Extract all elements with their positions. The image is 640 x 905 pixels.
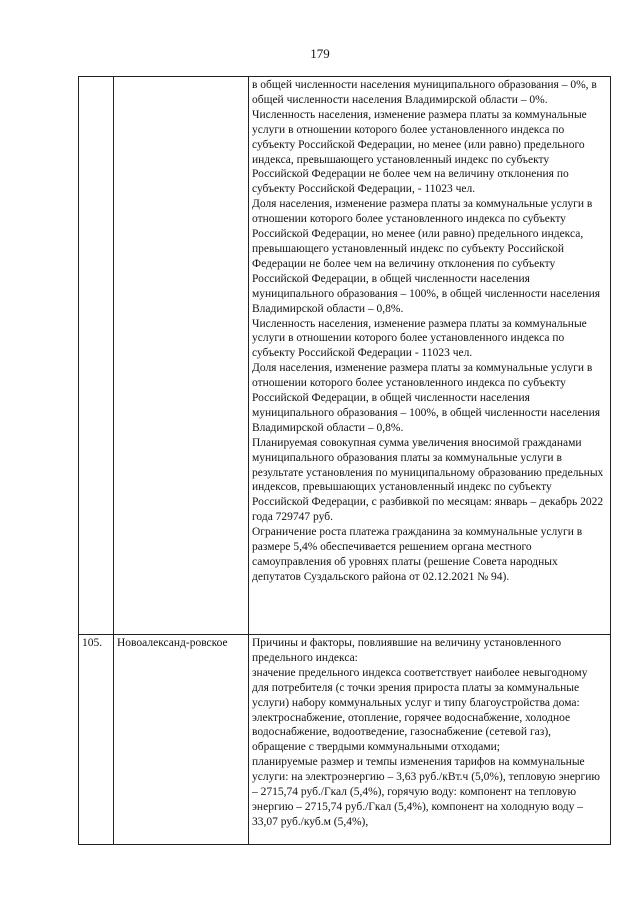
paragraph: Численность населения, изменение размера платы за коммунальные услуги в отношении которого более установленного индекса по субъекту Российской Федерации, но менее (или равно) предельного индекса, превышающего установленный индекс по субъекту Российской Федерации не более чем на величину отклонения по субъекту Российской Федерации, - 11023 чел. [252, 108, 587, 196]
paragraph: значение предельного индекса соответствует наиболее невыгодному для потребителя (с точки зрения прироста платы за коммунальные услуги) набору коммунальных услуг и типу благоустройства дома: электроснабжение, отопление, горячее водоснабжение, холодное водоснабжение, водоотведение, газоснабжение (сетевой газ), обращение с твердыми коммунальными отходами; [252, 666, 588, 754]
row-number-cell: 105. [79, 635, 114, 845]
paragraph: Доля населения, изменение размера платы за коммунальные услуги в отношении которого более установленного индекса по субъекту Российской Федерации, в общей численности населения муниципального образования – 100%, в общей численности населения Владимирской области – 0,8%. [252, 362, 601, 434]
paragraph: Доля населения, изменение размера платы за коммунальные услуги в отношении которого более установленного индекса по субъекту Российской Федерации, но менее (или равно) предельного индекса, превышающего установленный индекс по субъекту Российской Федерации не более чем на величину отклонения по субъекту Российской Федерации, в общей численности населения муниципального образования – 100%, в общей численности населения Владимирской области – 0,8%. [252, 198, 601, 315]
paragraph: Численность населения, изменение размера платы за коммунальные услуги в отношении которого более установленного индекса по субъекту Российской Федерации - 11023 чел. [252, 317, 587, 360]
municipality-cell: Новоалександ-ровское [114, 635, 249, 845]
row-number-cell [79, 77, 114, 635]
page-number: 179 [310, 46, 330, 61]
paragraph: Ограничение роста платежа гражданина за коммунальные услуги в размере 5,4% обеспечивается решением органа местного самоуправления об уровнях платы (решение Совета народных депутатов Суздальского района от 02.12.2021 № 94). [252, 526, 583, 583]
document-table [78, 76, 611, 845]
paragraph: в общей численности населения муниципального образования – 0%, в общей численности населения Владимирской области – 0%. [252, 79, 597, 106]
description-cell [249, 77, 611, 635]
paragraph: Планируемая совокупная сумма увеличения вносимой гражданами муниципального образования платы за коммунальные услуги в результате установления по муниципальному образованию предельных индексов, превышающих установленный индекс по субъекту Российской Федерации, с разбивкой по месяцам: январь – декабрь 2022 года 729747 руб. [252, 436, 604, 524]
paragraph: Причины и факторы, повлиявшие на величину установленного предельного индекса: [252, 637, 562, 664]
description-cell [249, 635, 611, 845]
table-row [79, 635, 611, 845]
municipality-cell [114, 77, 249, 635]
table-row [79, 77, 611, 635]
paragraph: планируемые размер и темпы изменения тарифов на коммунальные услуги: на электроэнергию – 3,63 руб./кВт.ч (5,0%), тепловую энергию – 2715,74 руб./Гкал (5,4%), горячую воду: компонент на тепловую энергию – 2715,74 руб./Гкал (5,4%), компонент на холодную воду – 33,07 руб./куб.м (5,4%), [252, 756, 601, 828]
